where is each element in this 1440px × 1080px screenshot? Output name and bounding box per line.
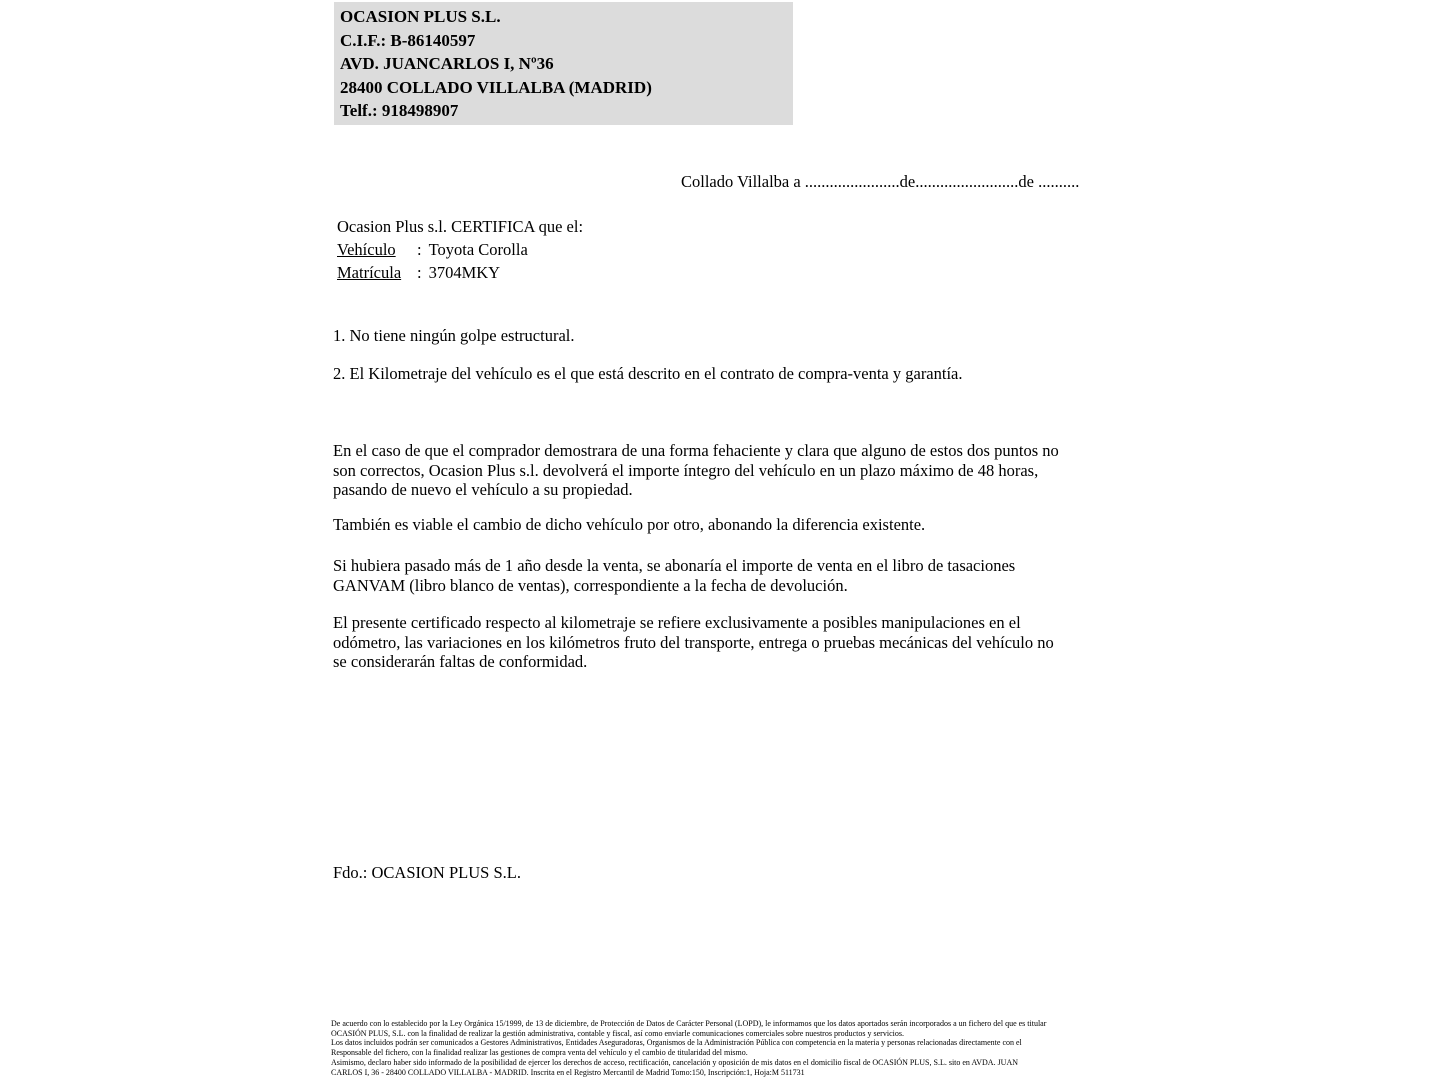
company-name: OCASION PLUS S.L.: [340, 7, 501, 26]
paragraph-line: GANVAM (libro blanco de ventas), correspondiente a la fecha de devolución.: [333, 575, 848, 595]
paragraph-line: son correctos, Ocasion Plus s.l. devolverá el importe íntegro del vehículo en un plazo máximo de 48 horas,: [333, 460, 1039, 480]
vehicle-label-cell: [337, 240, 417, 260]
paragraph-line: También es viable el cambio de dicho vehículo por otro, abonando la diferencia existente.: [333, 515, 926, 534]
statement-2: 2. El Kilometraje del vehículo es el que está descrito en el contrato de compra-venta y garantía.: [333, 364, 963, 383]
plate-label: Matrícula: [337, 263, 402, 282]
legal-footer-line: De acuerdo con lo establecido por la Ley Orgánica 15/1999, de 13 de diciembre, de Protección de Datos de Carácter Personal (LOPD), le informamos que los datos aportados serán incorporados a un fichero del que es titular: [331, 1019, 1047, 1028]
legal-footer-line: OCASIÓN PLUS, S.L. con la finalidad de realizar la gestión administrativa, contable y fiscal, así como enviarle comunicaciones comerciales sobre nuestros productos y servicios.: [331, 1028, 904, 1038]
signature-line: Fdo.: OCASION PLUS S.L.: [333, 863, 521, 882]
statement-1: 1. No tiene ningún golpe estructural.: [333, 326, 575, 345]
vehicle-value: Toyota Corolla: [428, 240, 528, 259]
legal-footer: [331, 1019, 1046, 1077]
paragraph-odometer-disclaimer: [333, 613, 1108, 672]
paragraph-line: pasando de nuevo el vehículo a su propiedad.: [333, 480, 633, 499]
paragraph-line: odómetro, las variaciones en los kilómetros fruto del transporte, entrega o pruebas mecánicas del vehículo no: [333, 632, 1054, 652]
plate-value: 3704MKY: [428, 263, 501, 282]
paragraph-ganvam-valuation: [333, 556, 1108, 595]
plate-separator: :: [417, 263, 422, 282]
paragraph-exchange-option: [333, 515, 1108, 535]
vehicle-field-row: [337, 240, 528, 260]
paragraph-line: El presente certificado respecto al kilometraje se refiere exclusivamente a posibles manipulaciones en el: [333, 613, 1021, 632]
paragraph-refund-terms: [333, 441, 1108, 500]
vehicle-label: Vehículo: [337, 240, 396, 259]
paragraph-line: se considerarán faltas de conformidad.: [333, 652, 588, 671]
vehicle-separator: :: [417, 240, 422, 259]
company-cif: C.I.F.: B-86140597: [340, 30, 476, 50]
company-address: AVD. JUANCARLOS I, Nº36: [340, 54, 554, 73]
company-city: 28400 COLLADO VILLALBA (MADRID): [340, 77, 652, 97]
date-place-line: Collado Villalba a .......................de.........................de ..........: [681, 172, 1080, 191]
company-header-box: [334, 2, 793, 125]
paragraph-line: Si hubiera pasado más de 1 año desde la venta, se abonaría el importe de venta en el libro de tasaciones: [333, 556, 1016, 575]
legal-footer-line: Asimismo, declaro haber sido informado de la posibilidad de ejercer los derechos de acceso, rectificación, cancelación y oposición de mis datos en el domicilio fiscal de OCASIÓN PLUS, S.L. sito en AVDA. JUAN: [331, 1057, 1019, 1067]
legal-footer-line: Los datos incluidos podrán ser comunicados a Gestores Administrativos, Entidades Aseguradoras, Organismos de la Administración Pública con competencia en la materia y personas relacionadas directamente con el: [331, 1038, 1022, 1048]
plate-label-cell: [337, 263, 417, 283]
certification-intro: Ocasion Plus s.l. CERTIFICA que el:: [337, 217, 584, 236]
legal-footer-line: Responsable del fichero, con la finalidad realizar las gestiones de compra venta del vehículo y el cambio de titularidad del mismo.: [331, 1048, 748, 1058]
company-phone: Telf.: 918498907: [340, 101, 459, 120]
legal-footer-line: CARLOS I, 36 - 28400 COLLADO VILLALBA - MADRID. Inscrita en el Registro Mercantil de Madrid Tomo:150, Inscripción:1, Hoja:M 511731: [331, 1067, 805, 1077]
paragraph-line: En el caso de que el comprador demostrara de una forma fehaciente y clara que alguno de estos dos puntos no: [333, 441, 1059, 460]
plate-field-row: [337, 263, 500, 283]
